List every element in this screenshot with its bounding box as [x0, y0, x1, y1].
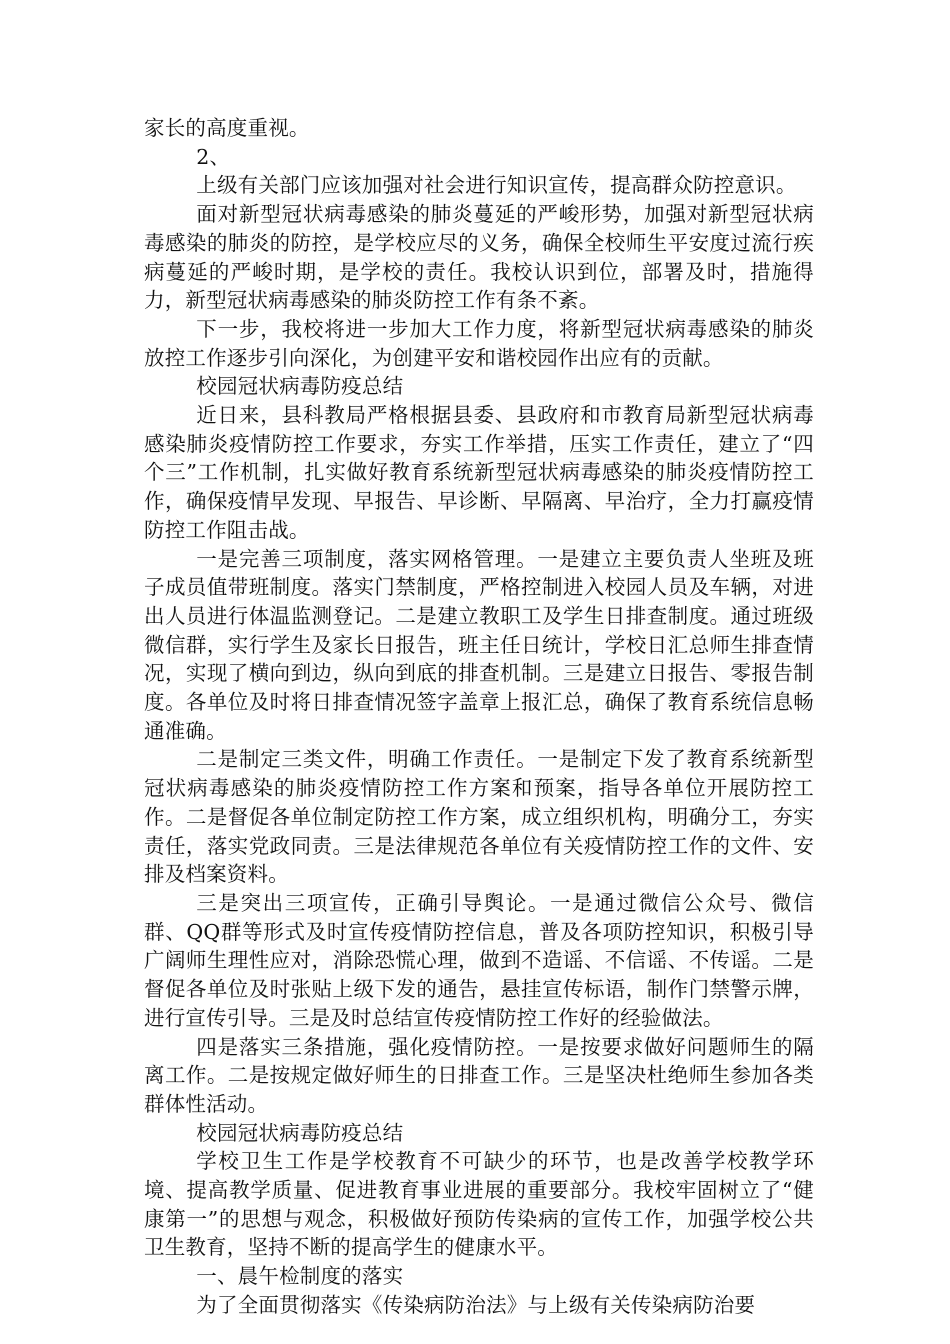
paragraph-3: 上级有关部门应该加强对社会进行知识宣传，提高群众防控意识。	[196, 173, 797, 198]
paragraph-10: 三是突出三项宣传，正确引导舆论。一是通过微信公众号、微信群、QQ群等形式及时宣传疫情防控信息，普及各项防控知识，积极引导广阔师生理性应对，消除恐慌心理，做到不造谣、不信谣、不传谣。二是督促各单位及时张贴上级下发的通告，悬挂宣传标语，制作门禁警示牌，进行宣传引导。三是及时总结宣传疫情防控工作好的经验做法。	[144, 890, 814, 1030]
paragraph-8: 一是完善三项制度，落实网格管理。一是建立主要负责人坐班及班子成员值带班制度。落实门禁制度，严格控制进入校园人员及车辆，对进出人员进行体温监测登记。二是建立教职工及学生日排查制度。通过班级微信群，实行学生及家长日报告，班主任日统计，学校日汇总师生排查情况，实现了横向到边，纵向到底的排查机制。三是建立日报告、零报告制度。各单位及时将日排查情况签字盖章上报汇总，确保了教育系统信息畅通准确。	[144, 546, 814, 743]
section-heading-1: 校园冠状病毒防疫总结	[196, 374, 404, 399]
document-body	[144, 114, 814, 1320]
paragraph-15: 为了全面贯彻落实《传染病防治法》与上级有关传染病防治要	[196, 1292, 756, 1317]
paragraph-1: 家长的高度重视。	[144, 116, 310, 140]
paragraph-4: 面对新型冠状病毒感染的肺炎蔓延的严峻形势，加强对新型冠状病毒感染的肺炎的防控，是学校应尽的义务，确保全校师生平安度过流行疾病蔓延的严峻时期，是学校的责任。我校认识到位，部署及时，措施得力，新型冠状病毒感染的肺炎防控工作有条不紊。	[144, 202, 814, 313]
section-heading-2: 校园冠状病毒防疫总结	[196, 1120, 404, 1145]
paragraph-7: 近日来，县科教局严格根据县委、县政府和市教育局新型冠状病毒感染肺炎疫情防控工作要求，夯实工作举措，压实工作责任，建立了“四个三”工作机制，扎实做好教育系统新型冠状病毒感染的肺炎疫情防控工作，确保疫情早发现、早报告、早诊断、早隔离、早治疗，全力打赢疫情防控工作阻击战。	[144, 403, 814, 542]
paragraph-13: 学校卫生工作是学校教育不可缺少的环节，也是改善学校教学环境、提高教学质量、促进教育事业进展的重要部分。我校牢固树立了“健康第一”的思想与观念，积极做好预防传染病的宣传工作，加强学校公共卫生教育，坚持不断的提高学生的健康水平。	[144, 1149, 814, 1260]
paragraph-5: 下一步，我校将进一步加大工作力度，将新型冠状病毒感染的肺炎放控工作逐步引向深化，为创建平安和谐校园作出应有的贡献。	[144, 316, 814, 370]
subsection-heading: 一、晨午检制度的落实	[196, 1264, 404, 1289]
paragraph-11: 四是落实三条措施，强化疫情防控。一是按要求做好问题师生的隔离工作。二是按规定做好师生的日排查工作。三是坚决杜绝师生参加各类群体性活动。	[144, 1034, 814, 1116]
paragraph-2: 2、	[196, 144, 231, 169]
paragraph-9: 二是制定三类文件，明确工作责任。一是制定下发了教育系统新型冠状病毒感染的肺炎疫情防控工作方案和预案，指导各单位开展防控工作。二是督促各单位制定防控工作方案，成立组织机构，明确分工，夯实责任，落实党政同责。三是法律规范各单位有关疫情防控工作的文件、安排及档案资料。	[144, 747, 814, 887]
